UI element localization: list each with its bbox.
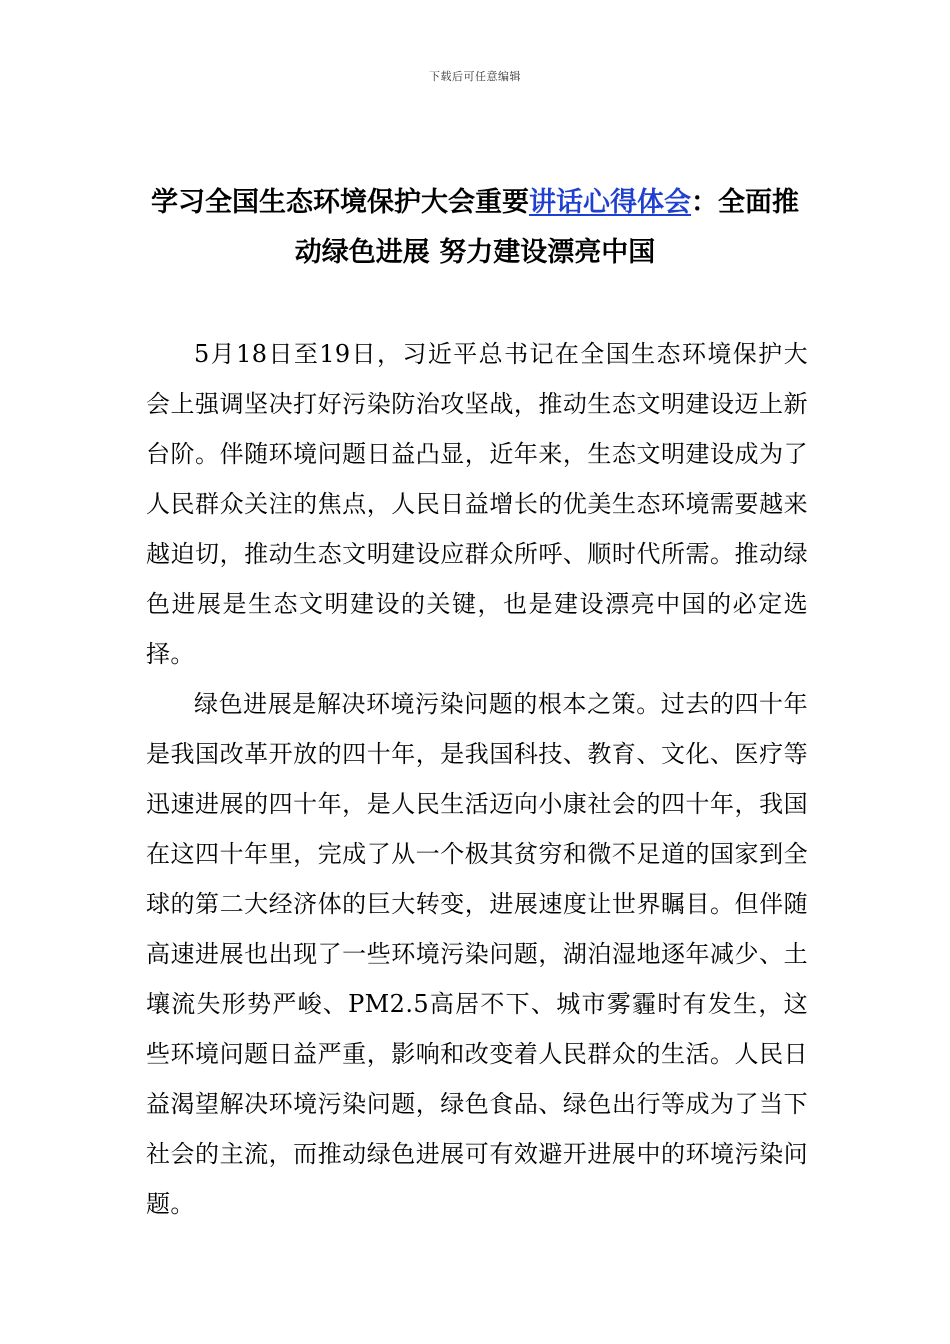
header-note: 下载后可任意编辑	[429, 70, 521, 83]
title-text-part1: 学习全国生态环境保护大会重要	[151, 187, 529, 218]
article-body	[146, 329, 808, 1229]
document-title	[140, 178, 810, 278]
paragraph-2: 绿色进展是解决环境污染问题的根本之策。过去的四十年是我国改革开放的四十年，是我国科技、教育、文化、医疗等迅速进展的四十年，是人民生活迈向小康社会的四十年，我国在这四十年里，完成了从一个极其贫穷和微不足道的国家到全球的第二大经济体的巨大转变，进展速度让世界瞩目。但伴随高速进展也出现了一些环境污染问题，湖泊湿地逐年减少、土壤流失形势严峻、PM2.5高居不下、城市雾霾时有发生，这些环境问题日益严重，影响和改变着人民群众的生活。人民日益渴望解决环境污染问题，绿色食品、绿色出行等成为了当下社会的主流，而推动绿色进展可有效避开进展中的环境污染问题。	[146, 690, 808, 1218]
title-link[interactable]: 讲话心得体会	[529, 187, 691, 218]
paragraph-1: 5月18日至19日，习近平总书记在全国生态环境保护大会上强调坚决打好污染防治攻坚战，推动生态文明建设迈上新台阶。伴随环境问题日益凸显，近年来，生态文明建设成为了人民群众关注的焦点，人民日益增长的优美生态环境需要越来越迫切，推动生态文明建设应群众所呼、顺时代所需。推动绿色进展是生态文明建设的关键，也是建设漂亮中国的必定选择。	[146, 340, 808, 668]
title-text-part2: ：全面推动绿色进展 努力建设漂亮中国	[294, 187, 799, 268]
